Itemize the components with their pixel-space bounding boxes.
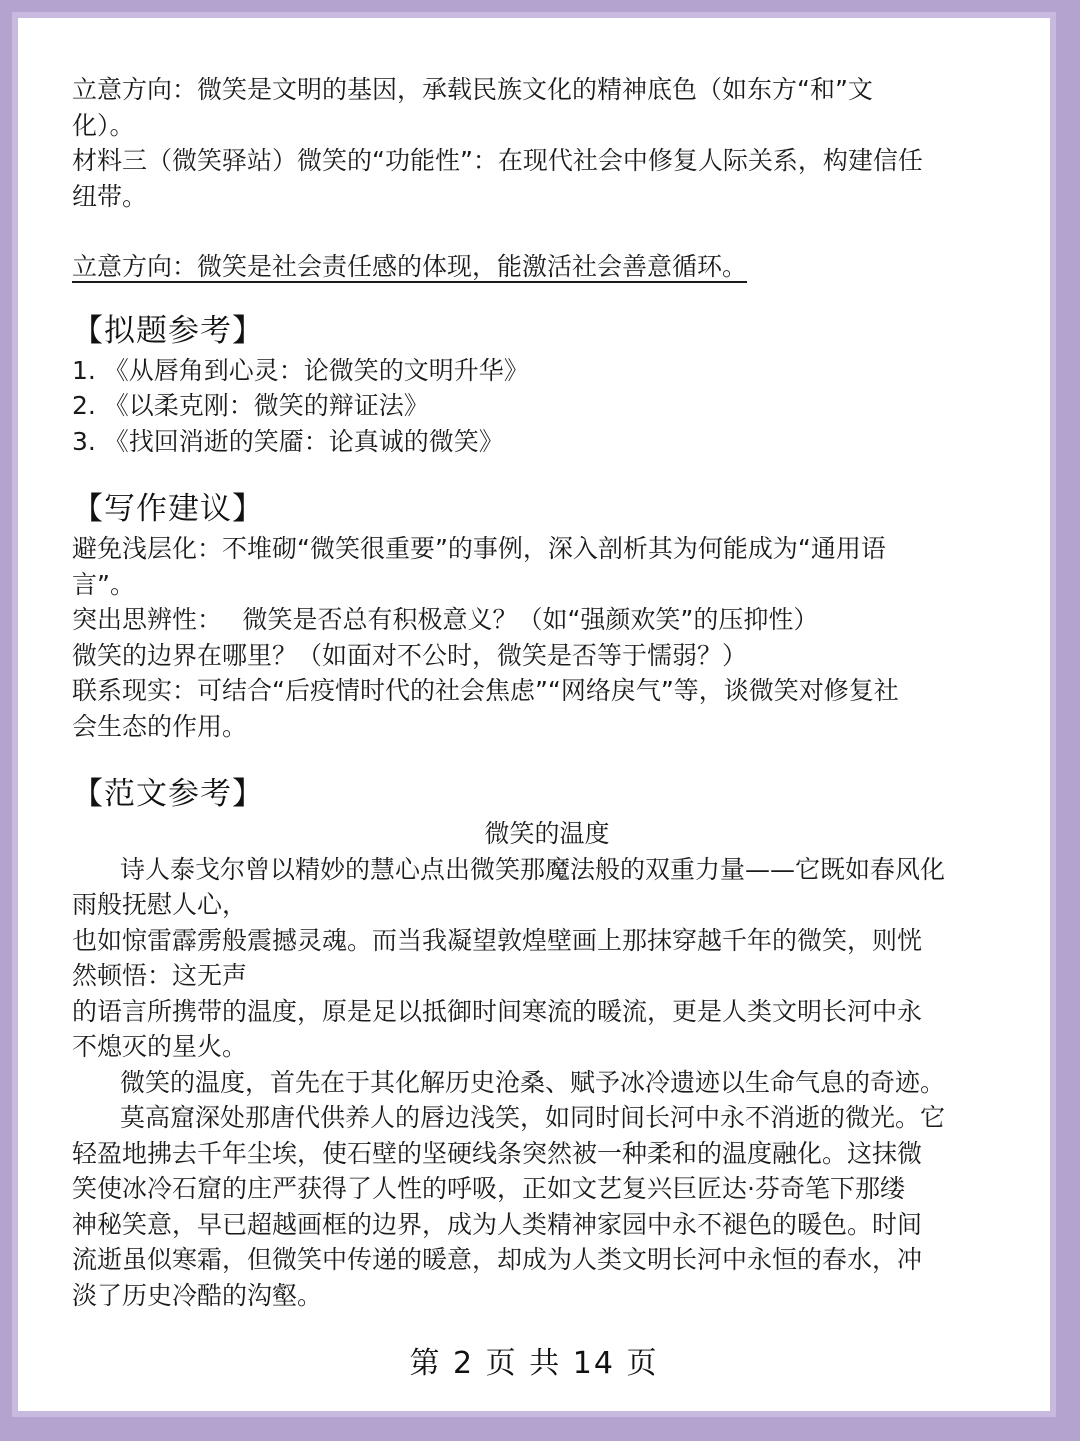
text-line: 突出思辨性： 微笑是否总有积极意义？（如“强颜欢笑”的压抑性） xyxy=(72,605,819,634)
text-line: 言”。 xyxy=(72,569,135,599)
essay-line: 淡了历史冷酷的沟壑。 xyxy=(72,1280,323,1310)
essay-line: 雨般抚慰人心， xyxy=(72,890,248,919)
essay-line: 不熄灭的星火。 xyxy=(72,1032,248,1061)
essay-title: 微笑的温度 xyxy=(484,819,610,848)
essay-line: 轻盈地拂去千年尘埃，使石壁的坚硬线条突然被一种柔和的温度融化。这抹微 xyxy=(72,1138,923,1168)
document-page xyxy=(12,12,1056,1417)
essay-line: 微笑的温度，首先在于其化解历史沧桑、赋予冰冷遗迹以生命气息的奇迹。 xyxy=(120,1067,946,1097)
section-heading-advice: 【写作建议】 xyxy=(72,491,264,527)
essay-line: 笑使冰冷石窟的庄严获得了人性的呼吸，正如文艺复兴巨匠达·芬奇笔下那缕 xyxy=(72,1174,905,1203)
essay-line: 然顿悟：这无声 xyxy=(72,961,248,990)
text-line: 会生态的作用。 xyxy=(72,711,248,741)
essay-line: 流逝虽似寒霜，但微笑中传递的暖意，却成为人类文明长河中永恒的春水，冲 xyxy=(72,1245,923,1274)
text-line: 化）。 xyxy=(72,110,135,140)
section-heading-titles: 【拟题参考】 xyxy=(72,312,264,349)
essay-line: 的语言所携带的温度，原是足以抵御时间寒流的暖流，更是人类文明长河中永 xyxy=(72,996,923,1026)
essay-line: 也如惊雷霹雳般震撼灵魂。而当我凝望敦煌壁画上那抹穿越千年的微笑，则恍 xyxy=(72,925,923,955)
essay-line: 莫高窟深处那唐代供养人的唇边浅笑，如同时间长河中永不消逝的微光。它 xyxy=(120,1103,946,1132)
text-line: 微笑的边界在哪里？（如面对不公时，微笑是否等于懦弱？） xyxy=(72,640,748,670)
text-line: 立意方向：微笑是文明的基因，承载民族文化的精神底色（如东方“和”文 xyxy=(72,75,873,104)
underlined-theme-line: 立意方向：微笑是社会责任感的体现，能激活社会善意循环。 xyxy=(72,252,748,281)
text-line: 联系现实：可结合“后疫情时代的社会焦虑”“网络戾气”等，谈微笑对修复社 xyxy=(72,676,899,705)
text-line: 材料三（微笑驿站）微笑的“功能性”：在现代社会中修复人际关系，构建信任 xyxy=(72,146,923,175)
text-line: 避免浅层化：不堆砌“微笑很重要”的事例，深入剖析其为何能成为“通用语 xyxy=(72,534,886,563)
page-content xyxy=(72,72,1022,1313)
text-line: 纽带。 xyxy=(72,181,148,211)
list-item: 3. 《找回消逝的笑靥：论真诚的微笑》 xyxy=(72,426,504,456)
section-heading-essay: 【范文参考】 xyxy=(72,776,264,812)
list-item: 1. 《从唇角到心灵：论微笑的文明升华》 xyxy=(72,355,529,385)
page-number-footer: 第 2 页 共 14 页 xyxy=(409,1346,659,1381)
essay-line: 神秘笑意，早已超越画框的边界，成为人类精神家园中永不褪色的暖色。时间 xyxy=(72,1209,923,1239)
list-item: 2. 《以柔克刚：微笑的辩证法》 xyxy=(72,391,429,420)
essay-line: 诗人泰戈尔曾以精妙的慧心点出微笑那魔法般的双重力量——它既如春风化 xyxy=(120,854,946,884)
